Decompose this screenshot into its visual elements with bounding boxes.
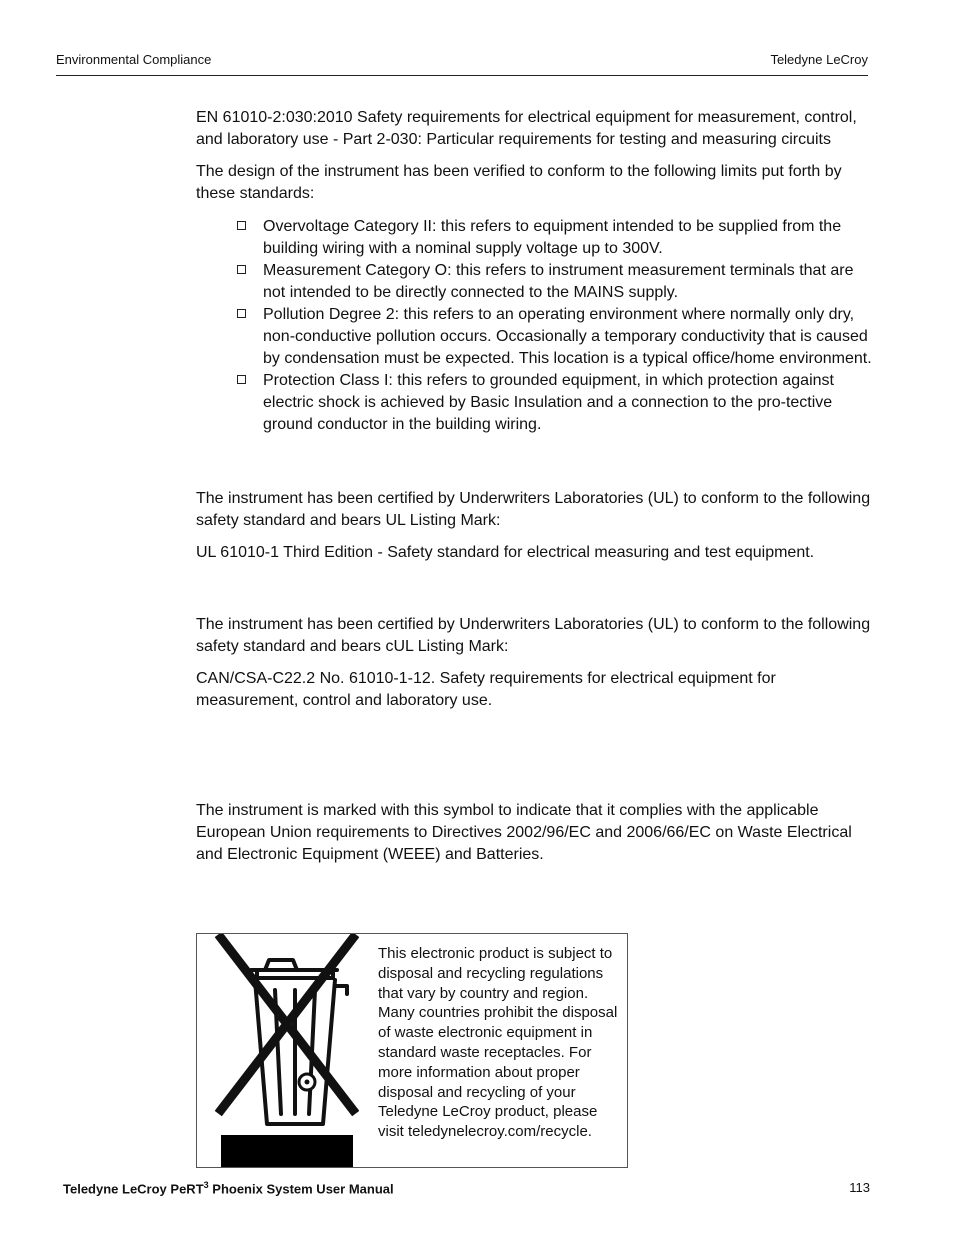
weee-intro-text: The instrument is marked with this symbol to indicate that it complies with the applicable European Union requirements to Directives 2002/96/EC and 2006/66/EC on Waste Electrical and Electronic Equipment (WEEE) and Batteries. (196, 802, 852, 863)
checkbox-bullet-icon (237, 265, 246, 274)
running-header-section: Environmental Compliance (56, 52, 212, 67)
design-intro-text: The design of the instrument has been verified to conform to the following limits put forth by these standards: (196, 163, 842, 202)
checkbox-bullet-icon (237, 375, 246, 384)
manual-title: Teledyne LeCroy PeRT$^3$ Phoenix System User Manual (63, 1180, 394, 1197)
cul-standard-text: CAN/CSA-C22.2 No. 61010-1-12. Safety requirements for electrical equipment for measurement, control and laboratory use. (196, 670, 776, 709)
list-item: Protection Class I: this refers to grounded equipment, in which protection against electric shock is achieved by Basic Insulation and a connection to the pro-tective ground conductor in the building wiring. (237, 370, 876, 436)
list-item: Measurement Category O: this refers to instrument measurement terminals that are not intended to be directly connected to the MAINS supply. (237, 260, 876, 304)
ul-standard-text: UL 61010-1 Third Edition - Safety standard for electrical measuring and test equipment. (196, 544, 815, 561)
standard-en-text: EN 61010-2:030:2010 Safety requirements for electrical equipment for measurement, control, and laboratory use - Part 2-030: Particular requirements for testing and measuring circuits (196, 109, 857, 148)
list-item: Pollution Degree 2: this refers to an operating environment where normally only dry, non-conductive pollution occurs. Occasionally a temporary conductivity that is caused by condensation must be expected. This location is a typical office/home environment. (237, 304, 876, 370)
weee-notice-box (196, 933, 628, 1168)
checkbox-bullet-icon (237, 309, 246, 318)
header-divider (56, 75, 868, 76)
page-number: 113 (849, 1180, 870, 1195)
page-body (196, 107, 876, 866)
limits-list (196, 216, 876, 436)
weee-disposal-text: This electronic product is subject to disposal and recycling regulations that vary by country and region. Many countries prohibit the disposal of waste electronic equipment in standard waste receptacles. For more information about proper disposal and recycling of your Teledyne LeCroy product, please visit teledynelecroy.com/recycle. (378, 945, 618, 1141)
checkbox-bullet-icon (237, 221, 246, 230)
list-item: Overvoltage Category II: this refers to equipment intended to be supplied from the building wiring with a nominal supply voltage up to 300V. (237, 216, 876, 260)
ul-intro-text: The instrument has been certified by Underwriters Laboratories (UL) to conform to the following safety standard and bears UL Listing Mark: (196, 490, 871, 529)
crossed-out-wheelie-bin-icon (215, 934, 359, 1167)
running-header-brand: Teledyne LeCroy (770, 52, 868, 67)
cul-intro-text: The instrument has been certified by Underwriters Laboratories (UL) to conform to the following safety standard and bears cUL Listing Mark: (196, 616, 871, 655)
